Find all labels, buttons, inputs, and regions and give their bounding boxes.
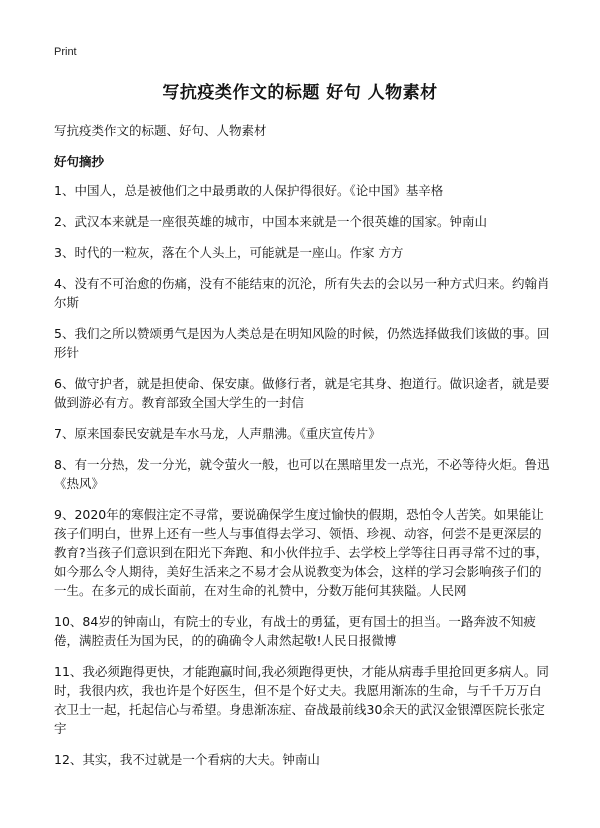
quote-item: 6、做守护者，就是担使命、保安康。做修行者，就是宅其身、抱道行。做识途者，就是要做到游必有方。教育部致全国大学生的一封信 <box>54 376 550 410</box>
quote-item: 5、我们之所以赞颂勇气是因为人类总是在明知风险的时候，仍然选择做我们该做的事。回形针 <box>54 326 550 360</box>
section-heading: 好句摘抄 <box>54 154 105 169</box>
quote-item: 7、原来国泰民安就是车水马龙，人声鼎沸。《重庆宣传片》 <box>54 426 381 441</box>
quote-item: 2、武汉本来就是一座很英雄的城市，中国本来就是一个很英雄的国家。钟南山 <box>54 214 487 229</box>
quote-list <box>54 181 552 781</box>
print-label: Print <box>54 46 77 58</box>
document-subtitle: 写抗疫类作文的标题、好句、人物素材 <box>54 123 267 138</box>
quote-item: 8、有一分热，发一分光，就令萤火一般，也可以在黑暗里发一点光，不必等待火炬。鲁迅《热风》 <box>54 457 550 491</box>
quote-item: 1、中国人，总是被他们之中最勇敢的人保护得很好。《论中国》基辛格 <box>54 183 444 198</box>
quote-item: 10、84岁的钟南山，有院士的专业，有战士的勇猛，更有国士的担当。一路奔波不知疲倦，满腔责任为国为民，的的确确令人肃然起敬!人民日报微博 <box>54 614 536 648</box>
quote-item: 4、没有不可治愈的伤痛，没有不能结束的沉沦，所有失去的会以另一种方式归来。约翰肖尔斯 <box>54 276 550 310</box>
quote-item: 11、我必须跑得更快，才能跑赢时间,我必须跑得更快，才能从病毒手里抢回更多病人。同时，我很内疚，我也许是个好医生，但不是个好丈夫。我愿用渐冻的生命，与千千万万白衣卫士一起，托起信心与希望。身患渐冻症、奋战最前线30余天的武汉金银潭医院长张定宇 <box>54 664 549 736</box>
document-title: 写抗疫类作文的标题 好句 人物素材 <box>162 83 438 103</box>
quote-item: 3、时代的一粒灰，落在个人头上，可能就是一座山。作家 方方 <box>54 245 404 260</box>
quote-item: 12、其实，我不过就是一个看病的大夫。钟南山 <box>54 752 320 767</box>
quote-item: 9、2020年的寒假注定不寻常，要说确保学生度过愉快的假期，恐怕令人苦笑。如果能让孩子们明白，世界上还有一些人与事值得去学习、领悟、珍视、动容，何尝不是更深层的教育?当孩子们意识到在阳光下奔跑、和小伙伴拉手、去学校上学等往日再寻常不过的事，如今那么令人期待，美好生活来之不易才会从说教变为体会，这样的学习会影响孩子们的一生。在多元的成长面前，在对生命的礼赞中，分数万能何其狭隘。人民网 <box>54 507 549 598</box>
